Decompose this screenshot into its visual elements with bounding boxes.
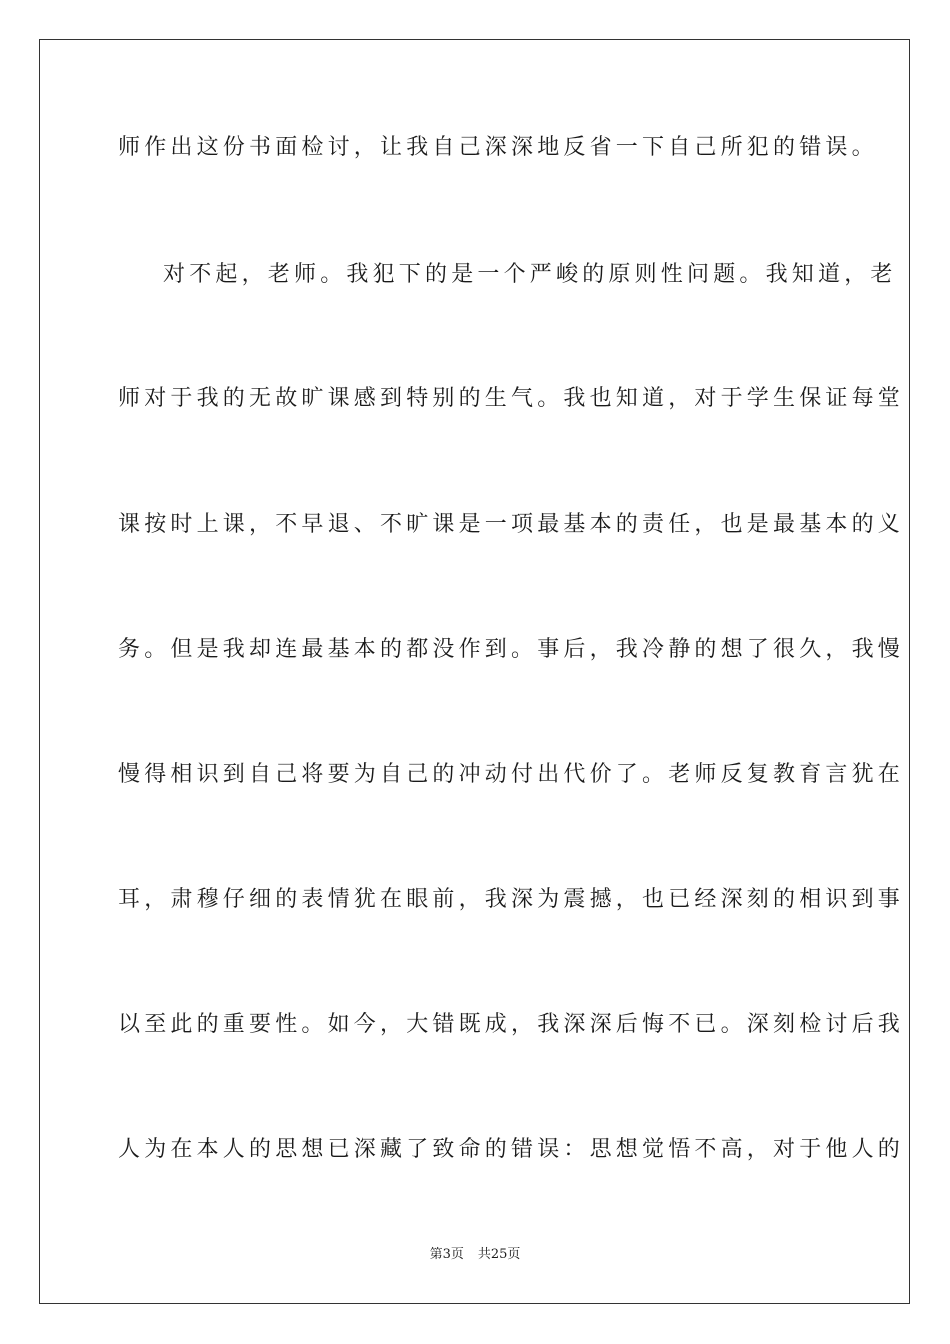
- body-text-line: 以至此的重要性。如今，大错既成，我深深后悔不已。深刻检讨后我: [118, 1012, 905, 1037]
- page-border: [39, 39, 910, 1304]
- body-text-line: 耳，肃穆仔细的表情犹在眼前，我深为震撼，也已经深刻的相识到事: [118, 887, 905, 912]
- body-text-line: 慢得相识到自己将要为自己的冲动付出代价了。老师反复教育言犹在: [118, 762, 905, 787]
- body-text-line: 人为在本人的思想已深藏了致命的错误：思想觉悟不高，对于他人的: [118, 1137, 905, 1162]
- body-text-line: 对不起，老师。我犯下的是一个严峻的原则性问题。我知道，老: [163, 262, 897, 287]
- body-text-line: 课按时上课，不早退、不旷课是一项最基本的责任，也是最基本的义: [118, 512, 905, 537]
- body-text-line: 务。但是我却连最基本的都没作到。事后，我冷静的想了很久，我慢: [118, 637, 905, 662]
- page-footer: [0, 1246, 950, 1264]
- page-number-current: 第3页: [429, 1247, 464, 1262]
- body-text-line: 师作出这份书面检讨，让我自己深深地反省一下自己所犯的错误。: [118, 135, 878, 160]
- body-text-line: 师对于我的无故旷课感到特别的生气。我也知道，对于学生保证每堂: [118, 386, 905, 411]
- page-number-total: 共25页: [477, 1247, 521, 1262]
